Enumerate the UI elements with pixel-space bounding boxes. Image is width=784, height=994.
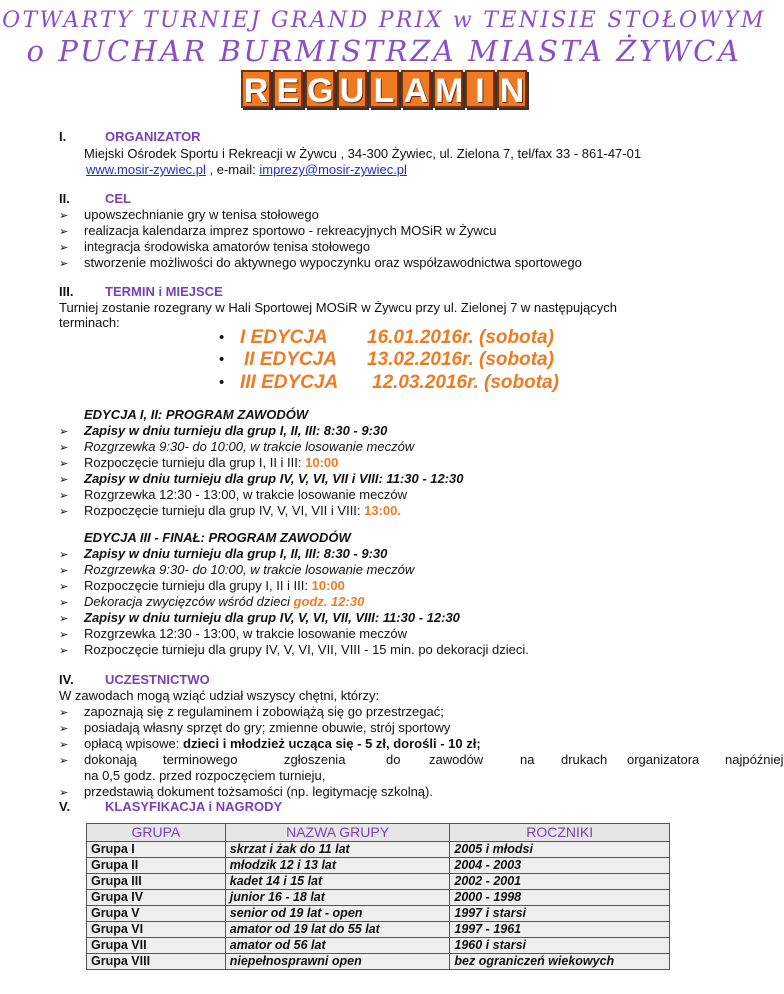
bullet-dot-icon: • bbox=[219, 374, 225, 391]
regulamin-letter: U bbox=[337, 70, 367, 108]
regulamin-letter: R bbox=[241, 70, 271, 108]
group-cell: Grupa VIII bbox=[87, 954, 226, 970]
justified-word: terminowego bbox=[163, 752, 238, 767]
group-name-cell: kadet 14 i 15 lat bbox=[225, 874, 450, 890]
group-cell: Grupa IV bbox=[87, 890, 226, 906]
regulamin-letter: N bbox=[497, 70, 527, 108]
groups-table bbox=[86, 823, 670, 970]
arrow-bullet-icon: ➢ bbox=[59, 565, 69, 577]
arrow-bullet-icon: ➢ bbox=[59, 629, 69, 641]
edition-name: I EDYCJA bbox=[240, 327, 328, 348]
goal-item: stworzenie możliwości do aktywnego wypoczynku oraz współzawodnictwa sportowego bbox=[84, 255, 582, 270]
email-link[interactable]: imprezy@mosir-zywiec.pl bbox=[259, 162, 407, 177]
title-line-2: o PUCHAR BURMISTRZA MIASTA ŻYWCA bbox=[26, 34, 742, 68]
justified-word: na bbox=[520, 752, 535, 767]
years-cell: 2000 - 1998 bbox=[450, 890, 670, 906]
program-item-text: Dekoracja zwycięzców wśród dzieci bbox=[84, 594, 294, 609]
section-4-title: UCZESTNICTWO bbox=[105, 672, 210, 687]
participation-item: zapoznają się z regulaminem i zobowiążą się go przestrzegać; bbox=[84, 704, 444, 719]
group-name-cell: amator od 19 lat do 55 lat bbox=[225, 922, 450, 938]
section-3-title: TERMIN i MIEJSCE bbox=[105, 284, 223, 299]
program-time: 10:00 bbox=[311, 578, 345, 593]
regulamin-letter: G bbox=[307, 72, 334, 110]
program-item-text: Rozpoczęcie turnieju dla grup IV, V, VI, VII i VIII: bbox=[84, 503, 365, 518]
justified-word: dokonają bbox=[84, 752, 137, 767]
justified-word: najpóźniej bbox=[725, 752, 784, 767]
program-item-text: Rozpoczęcie turnieju dla grupy I, II i III: bbox=[84, 578, 312, 593]
table-row bbox=[87, 858, 670, 874]
years-cell: bez ograniczeń wiekowych bbox=[450, 954, 670, 970]
edition-date: 12.03.2016r. (sobota) bbox=[372, 372, 559, 393]
table-row bbox=[87, 874, 670, 890]
group-name-cell: skrzat i żak do 11 lat bbox=[225, 842, 450, 858]
group-cell: Grupa I bbox=[87, 842, 226, 858]
arrow-bullet-icon: ➢ bbox=[59, 442, 69, 454]
program-item-text: Rozpoczęcie turnieju dla grup I, II i III: bbox=[84, 455, 306, 470]
organizer-contact bbox=[86, 162, 407, 178]
arrow-bullet-icon: ➢ bbox=[59, 242, 69, 254]
table-row bbox=[87, 906, 670, 922]
justified-word: do bbox=[386, 752, 401, 767]
organizer-address: Miejski Ośrodek Sportu i Rekreacji w Żywcu , 34-300 Żywiec, ul. Zielona 7, tel/fax 33 - 861-47-01 bbox=[84, 146, 642, 161]
email-label: , e-mail: bbox=[205, 162, 260, 177]
table-row bbox=[87, 890, 670, 906]
arrow-bullet-icon: ➢ bbox=[59, 707, 69, 719]
program-item: Rozgrzewka 9:30- do 10:00, w trakcie losowanie meczów bbox=[84, 439, 415, 454]
group-name-cell: młodzik 12 i 13 lat bbox=[225, 858, 450, 874]
justified-word: organizatora bbox=[627, 752, 700, 767]
justified-word: drukach bbox=[561, 752, 608, 767]
table-header: ROCZNIKI bbox=[450, 824, 670, 842]
table-row bbox=[87, 938, 670, 954]
edition-date: 16.01.2016r. (sobota) bbox=[367, 327, 554, 348]
title-line-1: OTWARTY TURNIEJ GRAND PRIX w TENISIE STOŁOWYM bbox=[2, 8, 766, 33]
arrow-bullet-icon: ➢ bbox=[59, 458, 69, 470]
participation-intro: W zawodach mogą wziąć udział wszyscy chętni, którzy: bbox=[59, 688, 380, 703]
program-item: Rozgrzewka 9:30- do 10:00, w trakcie losowanie meczów bbox=[84, 562, 415, 577]
goal-item: integracja środowiska amatorów tenisa stołowego bbox=[84, 239, 371, 254]
regulamin-letter: E bbox=[273, 70, 303, 108]
program-item: Zapisy w dniu turnieju dla grup I, II, III: 8:30 - 9:30 bbox=[84, 423, 388, 438]
program-time: 13:00. bbox=[364, 503, 402, 518]
program-item: Rozpoczęcie turnieju dla grupy IV, V, VI, VII, VIII - 15 min. po dekoracji dzieci. bbox=[84, 642, 529, 657]
term-text: terminach: bbox=[59, 315, 120, 330]
years-cell: 2002 - 2001 bbox=[450, 874, 670, 890]
term-text: Turniej zostanie rozegrany w Hali Sportowej MOSiR w Żywcu przy ul. Zielonej 7 w następujących bbox=[59, 300, 618, 315]
arrow-bullet-icon: ➢ bbox=[59, 506, 69, 518]
group-cell: Grupa VII bbox=[87, 938, 226, 954]
program-item bbox=[84, 578, 345, 594]
regulamin-banner bbox=[0, 70, 768, 108]
regulamin-letter: M bbox=[435, 72, 464, 110]
program-2-title: EDYCJA III - FINAŁ: PROGRAM ZAWODÓW bbox=[84, 530, 351, 545]
table-header-row bbox=[87, 824, 670, 842]
group-cell: Grupa V bbox=[87, 906, 226, 922]
bullet-dot-icon: • bbox=[219, 329, 225, 346]
program-item: Rozgrzewka 12:30 - 13:00, w trakcie losowanie meczów bbox=[84, 487, 407, 502]
section-4-number: IV. bbox=[59, 672, 74, 687]
regulamin-letter: A bbox=[401, 70, 431, 108]
group-name-cell: senior od 19 lat - open bbox=[225, 906, 450, 922]
participation-item-cont: na 0,5 godz. przed rozpoczęciem turnieju, bbox=[84, 768, 326, 783]
table-row bbox=[87, 922, 670, 938]
edition-date: 13.02.2016r. (sobota) bbox=[367, 349, 554, 370]
arrow-bullet-icon: ➢ bbox=[59, 426, 69, 438]
arrow-bullet-icon: ➢ bbox=[59, 474, 69, 486]
participation-item: przedstawią dokument tożsamości (np. legitymację szkolną). bbox=[84, 784, 433, 799]
program-item: Rozgrzewka 12:30 - 13:00, w trakcie losowanie meczów bbox=[84, 626, 407, 641]
edition-name: II EDYCJA bbox=[244, 349, 337, 370]
arrow-bullet-icon: ➢ bbox=[59, 258, 69, 270]
fee-amounts: dzieci i młodzież ucząca się - 5 zł, dorośli - 10 zł; bbox=[183, 736, 481, 751]
arrow-bullet-icon: ➢ bbox=[59, 597, 69, 609]
program-item bbox=[84, 503, 401, 519]
arrow-bullet-icon: ➢ bbox=[59, 645, 69, 657]
website-link[interactable]: www.mosir-zywiec.pl bbox=[86, 162, 206, 177]
section-2-title: CEL bbox=[105, 191, 131, 206]
table-header: NAZWA GRUPY bbox=[225, 824, 450, 842]
arrow-bullet-icon: ➢ bbox=[59, 613, 69, 625]
program-time: 10:00 bbox=[305, 455, 339, 470]
arrow-bullet-icon: ➢ bbox=[59, 739, 69, 751]
years-cell: 1960 i starsi bbox=[450, 938, 670, 954]
group-cell: Grupa VI bbox=[87, 922, 226, 938]
program-item: Zapisy w dniu turnieju dla grup IV, V, VI, VII i VIII: 11:30 - 12:30 bbox=[84, 471, 464, 486]
participation-item: posiadają własny sprzęt do gry; zmienne obuwie, strój sportowy bbox=[84, 720, 451, 735]
program-time: godz. 12:30 bbox=[293, 594, 365, 609]
goal-item: upowszechnianie gry w tenisa stołowego bbox=[84, 207, 319, 222]
regulamin-letter: I bbox=[465, 70, 495, 108]
group-cell: Grupa II bbox=[87, 858, 226, 874]
years-cell: 1997 - 1961 bbox=[450, 922, 670, 938]
section-5-number: V. bbox=[59, 799, 71, 814]
justified-word: zawodów bbox=[429, 752, 484, 767]
arrow-bullet-icon: ➢ bbox=[59, 226, 69, 238]
group-name-cell: amator od 56 lat bbox=[225, 938, 450, 954]
section-2-number: II. bbox=[59, 191, 70, 206]
bullet-dot-icon: • bbox=[219, 351, 225, 368]
section-1-title: ORGANIZATOR bbox=[105, 129, 201, 144]
arrow-bullet-icon: ➢ bbox=[59, 787, 69, 799]
years-cell: 2004 - 2003 bbox=[450, 858, 670, 874]
regulamin-letter: L bbox=[369, 70, 399, 108]
group-name-cell: niepełnosprawni open bbox=[225, 954, 450, 970]
group-cell: Grupa III bbox=[87, 874, 226, 890]
table-row bbox=[87, 842, 670, 858]
arrow-bullet-icon: ➢ bbox=[59, 549, 69, 561]
group-name-cell: junior 16 - 18 lat bbox=[225, 890, 450, 906]
table-row bbox=[87, 954, 670, 970]
arrow-bullet-icon: ➢ bbox=[59, 210, 69, 222]
participation-item bbox=[84, 736, 481, 752]
arrow-bullet-icon: ➢ bbox=[59, 490, 69, 502]
program-item: Zapisy w dniu turnieju dla grup I, II, III: 8:30 - 9:30 bbox=[84, 546, 388, 561]
arrow-bullet-icon: ➢ bbox=[59, 581, 69, 593]
justified-word: zgłoszenia bbox=[284, 752, 346, 767]
years-cell: 1997 i starsi bbox=[450, 906, 670, 922]
edition-name: III EDYCJA bbox=[240, 372, 339, 393]
program-item bbox=[84, 594, 364, 610]
goal-item: realizacja kalendarza imprez sportowo - rekreacyjnych MOSiR w Żywcu bbox=[84, 223, 497, 238]
arrow-bullet-icon: ➢ bbox=[59, 723, 69, 735]
arrow-bullet-icon: ➢ bbox=[59, 755, 69, 767]
program-1-title: EDYCJA I, II: PROGRAM ZAWODÓW bbox=[84, 407, 309, 422]
program-item: Zapisy w dniu turnieju dla grup IV, V, VI, VII, VIII: 11:30 - 12:30 bbox=[84, 610, 460, 625]
section-5-title: KLASYFIKACJA i NAGRODY bbox=[105, 799, 283, 814]
section-1-number: I. bbox=[59, 129, 67, 144]
table-header: GRUPA bbox=[87, 824, 226, 842]
fee-label: opłacą wpisowe: bbox=[84, 736, 183, 751]
section-3-number: III. bbox=[59, 284, 74, 299]
years-cell: 2005 i młodsi bbox=[450, 842, 670, 858]
program-item bbox=[84, 455, 338, 471]
